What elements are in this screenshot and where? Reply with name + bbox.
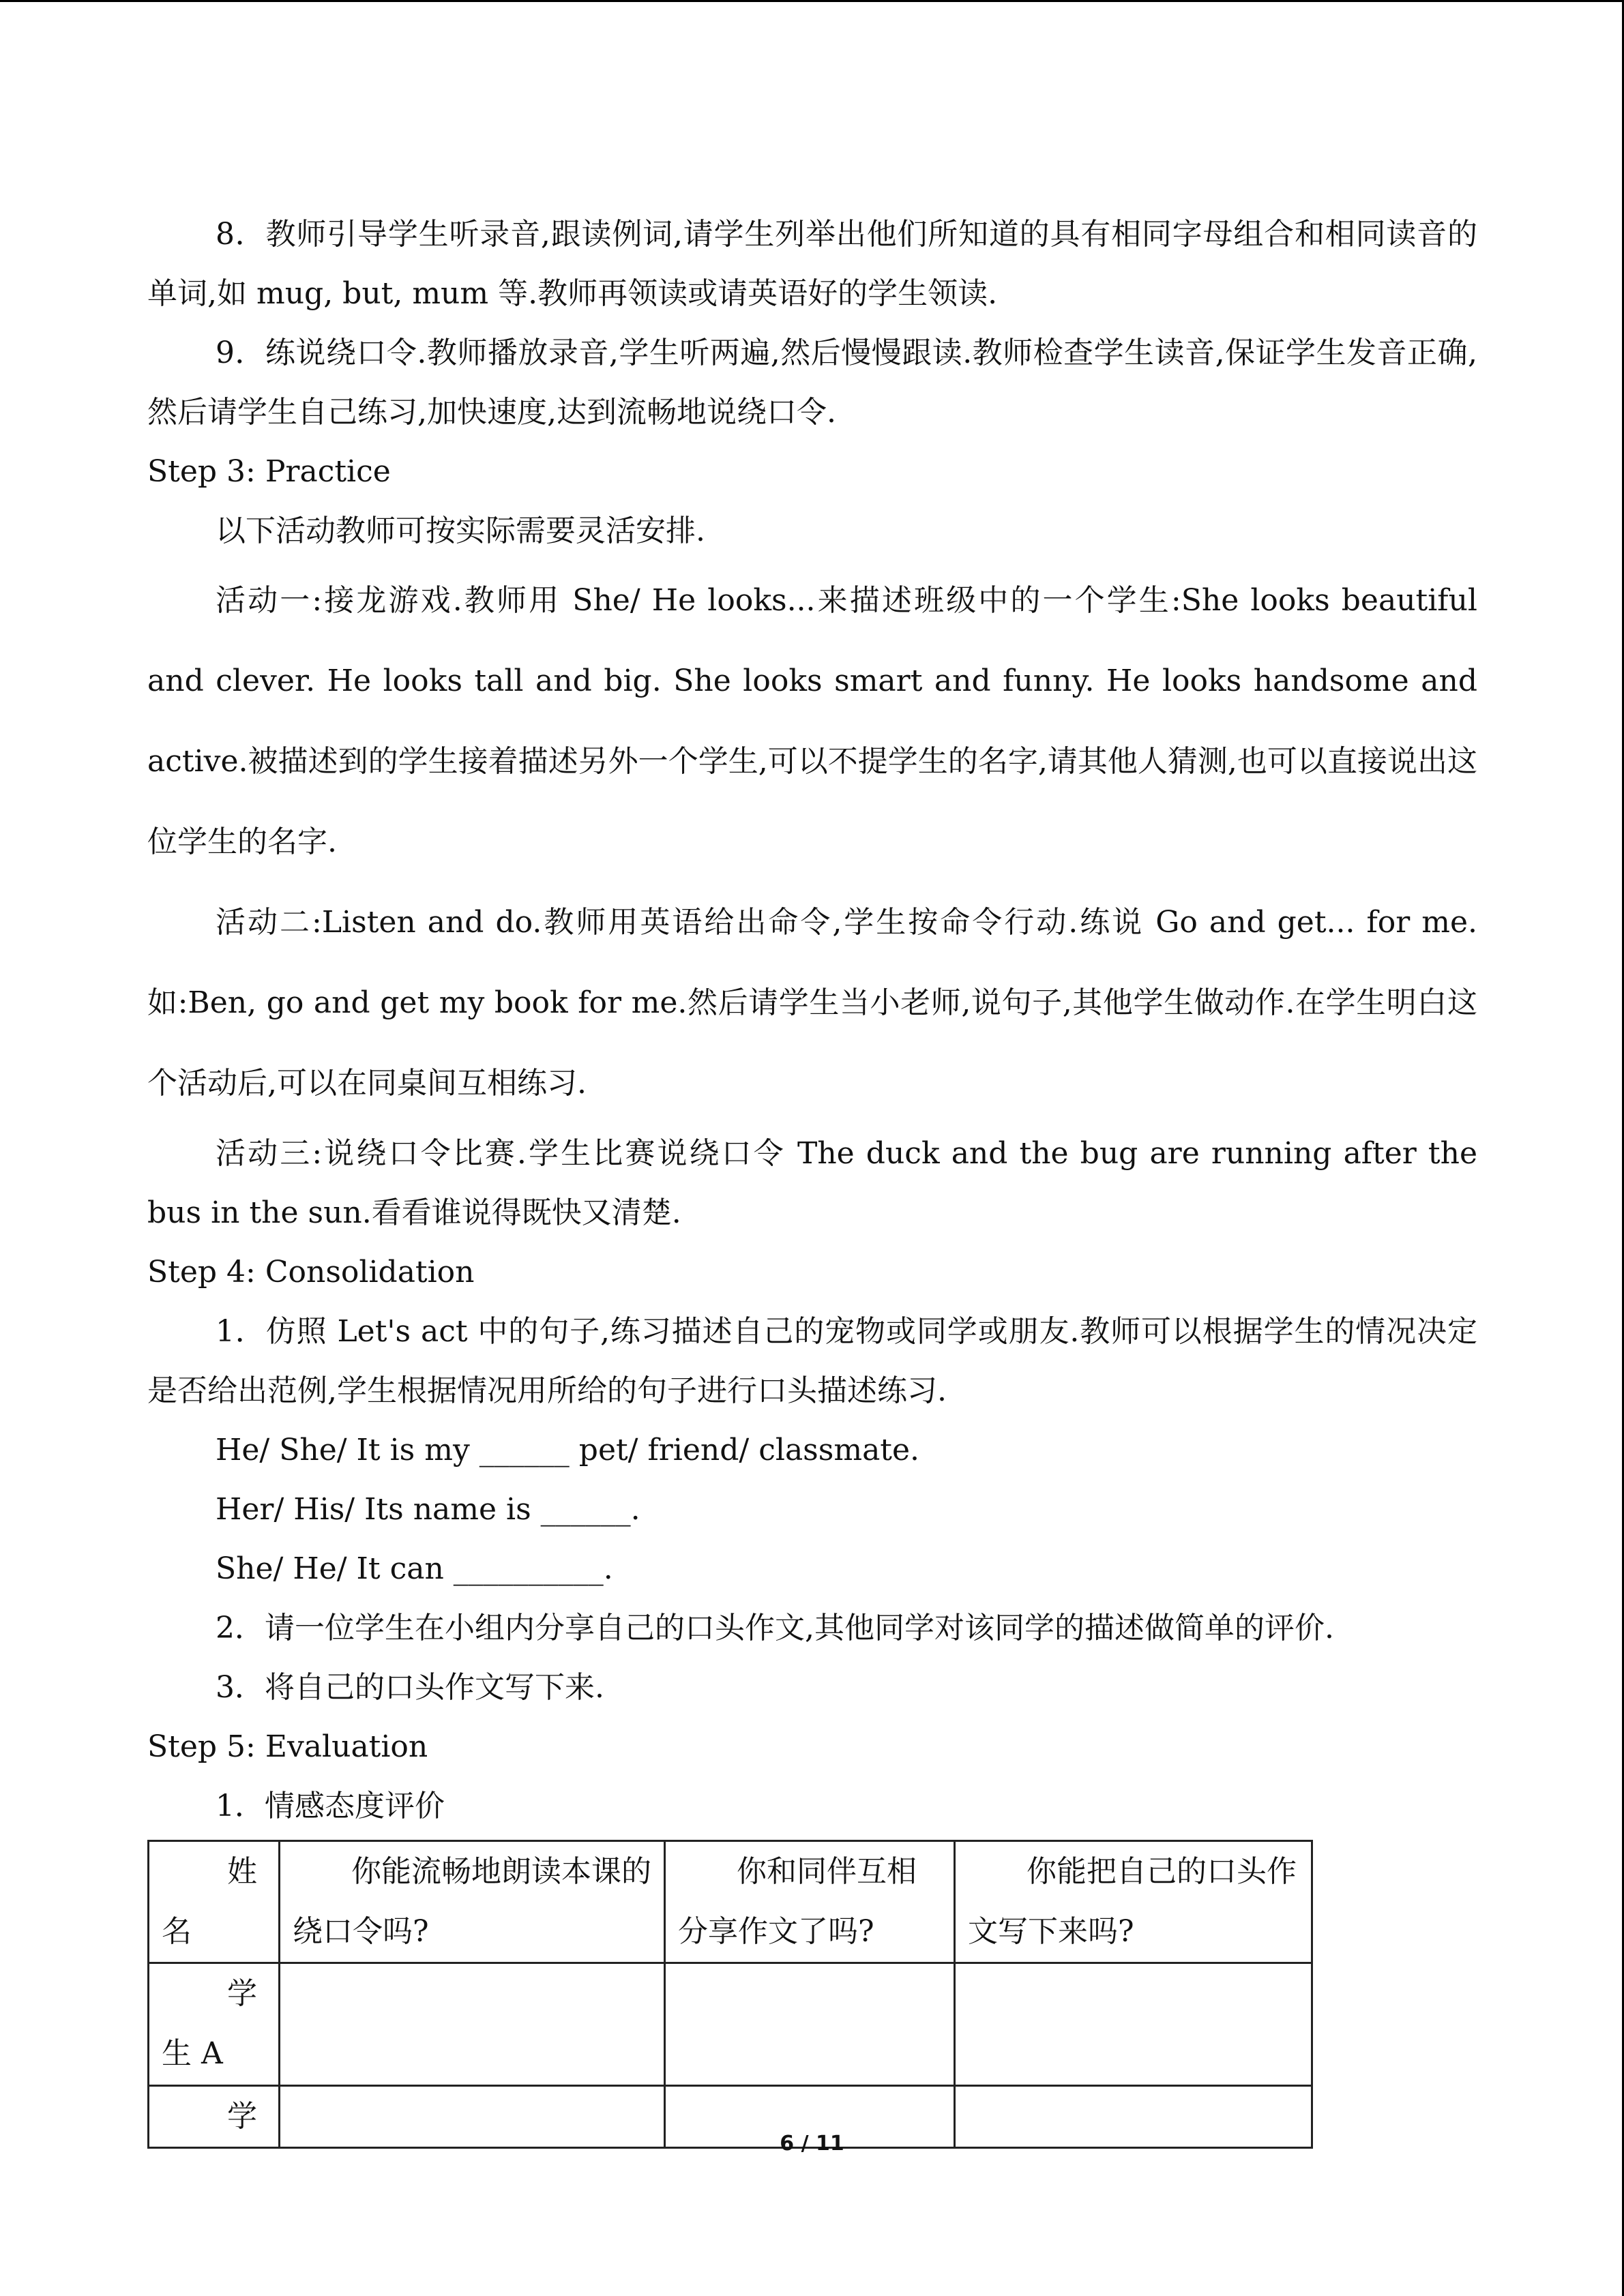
- table-header-row: [149, 1841, 1312, 1963]
- table-row: [149, 1963, 1312, 2086]
- heading-step-5: Step 5: Evaluation: [147, 1729, 428, 1764]
- table-cell[interactable]: [665, 1963, 955, 2086]
- evaluation-table: [147, 1840, 1313, 2149]
- paragraph-evaluation-1: 1．情感态度评价: [216, 1789, 445, 1823]
- row-name-cell: 学: [149, 2086, 280, 2148]
- sentence-pattern-1: He/ She/ It is my ______ pet/ friend/ classmate.: [216, 1433, 920, 1467]
- header-question-1: 你能流畅地朗读本课的绕口令吗?: [280, 1841, 665, 1963]
- heading-step-3: Step 3: Practice: [147, 454, 391, 489]
- header-question-3: 你能把自己的口头作文写下来吗?: [955, 1841, 1312, 1963]
- row-name-cell: 学生 A: [149, 1963, 280, 2086]
- page-number: 6 / 11: [780, 2132, 844, 2156]
- paragraph-consolidation-3: 3．将自己的口头作文写下来.: [216, 1670, 604, 1705]
- page-top-border: [0, 0, 1624, 2]
- sentence-pattern-2: Her/ His/ Its name is ______.: [216, 1492, 640, 1527]
- paragraph-activity-3: 活动三:说绕口令比赛.学生比赛说绕口令 The duck and the bug are running after the bus in the sun.看看谁说得既快又清楚.: [147, 1136, 1477, 1230]
- table-cell[interactable]: [280, 1963, 665, 2086]
- paragraph-practice-intro: 以下活动教师可按实际需要灵活安排.: [216, 513, 705, 548]
- paragraph-step-8: 8．教师引导学生听录音,跟读例词,请学生列举出他们所知道的具有相同字母组合和相同读音的单词,如 mug, but, mum 等.教师再领读或请英语好的学生领读.: [147, 217, 1477, 311]
- paragraph-step-9: 9．练说绕口令.教师播放录音,学生听两遍,然后慢慢跟读.教师检查学生读音,保证学生发音正确,然后请学生自己练习,加快速度,达到流畅地说绕口令.: [147, 336, 1477, 430]
- heading-step-4: Step 4: Consolidation: [147, 1255, 475, 1289]
- paragraph-consolidation-2: 2．请一位学生在小组内分享自己的口头作文,其他同学对该同学的描述做简单的评价.: [216, 1611, 1334, 1645]
- paragraph-activity-1: 活动一:接龙游戏.教师用 She/ He looks...来描述班级中的一个学生:She looks beautiful and clever. He looks tall and big. She looks smart and funny. He looks handsome and active.被描述到的学生接着描述另外一个学生,可以不提学生的名字,请其他人猜测,也可以直接说出这位学生的名字.: [147, 583, 1477, 859]
- table-cell[interactable]: [955, 1963, 1312, 2086]
- paragraph-activity-2: 活动二:Listen and do.教师用英语给出命令,学生按命令行动.练说 Go and get... for me.如:Ben, go and get my book for me.然后请学生当小老师,说句子,其他学生做动作.在学生明白这个活动后,可以在同桌间互相练习.: [147, 905, 1477, 1101]
- header-name: 姓名: [149, 1841, 280, 1963]
- sentence-pattern-3: She/ He/ It can __________.: [216, 1551, 613, 1586]
- paragraph-consolidation-1: 1．仿照 Let's act 中的句子,练习描述自己的宠物或同学或朋友.教师可以根据学生的情况决定是否给出范例,学生根据情况用所给的句子进行口头描述练习.: [147, 1314, 1477, 1408]
- document-body: [147, 205, 1477, 2149]
- header-question-2: 你和同伴互相分享作文了吗?: [665, 1841, 955, 1963]
